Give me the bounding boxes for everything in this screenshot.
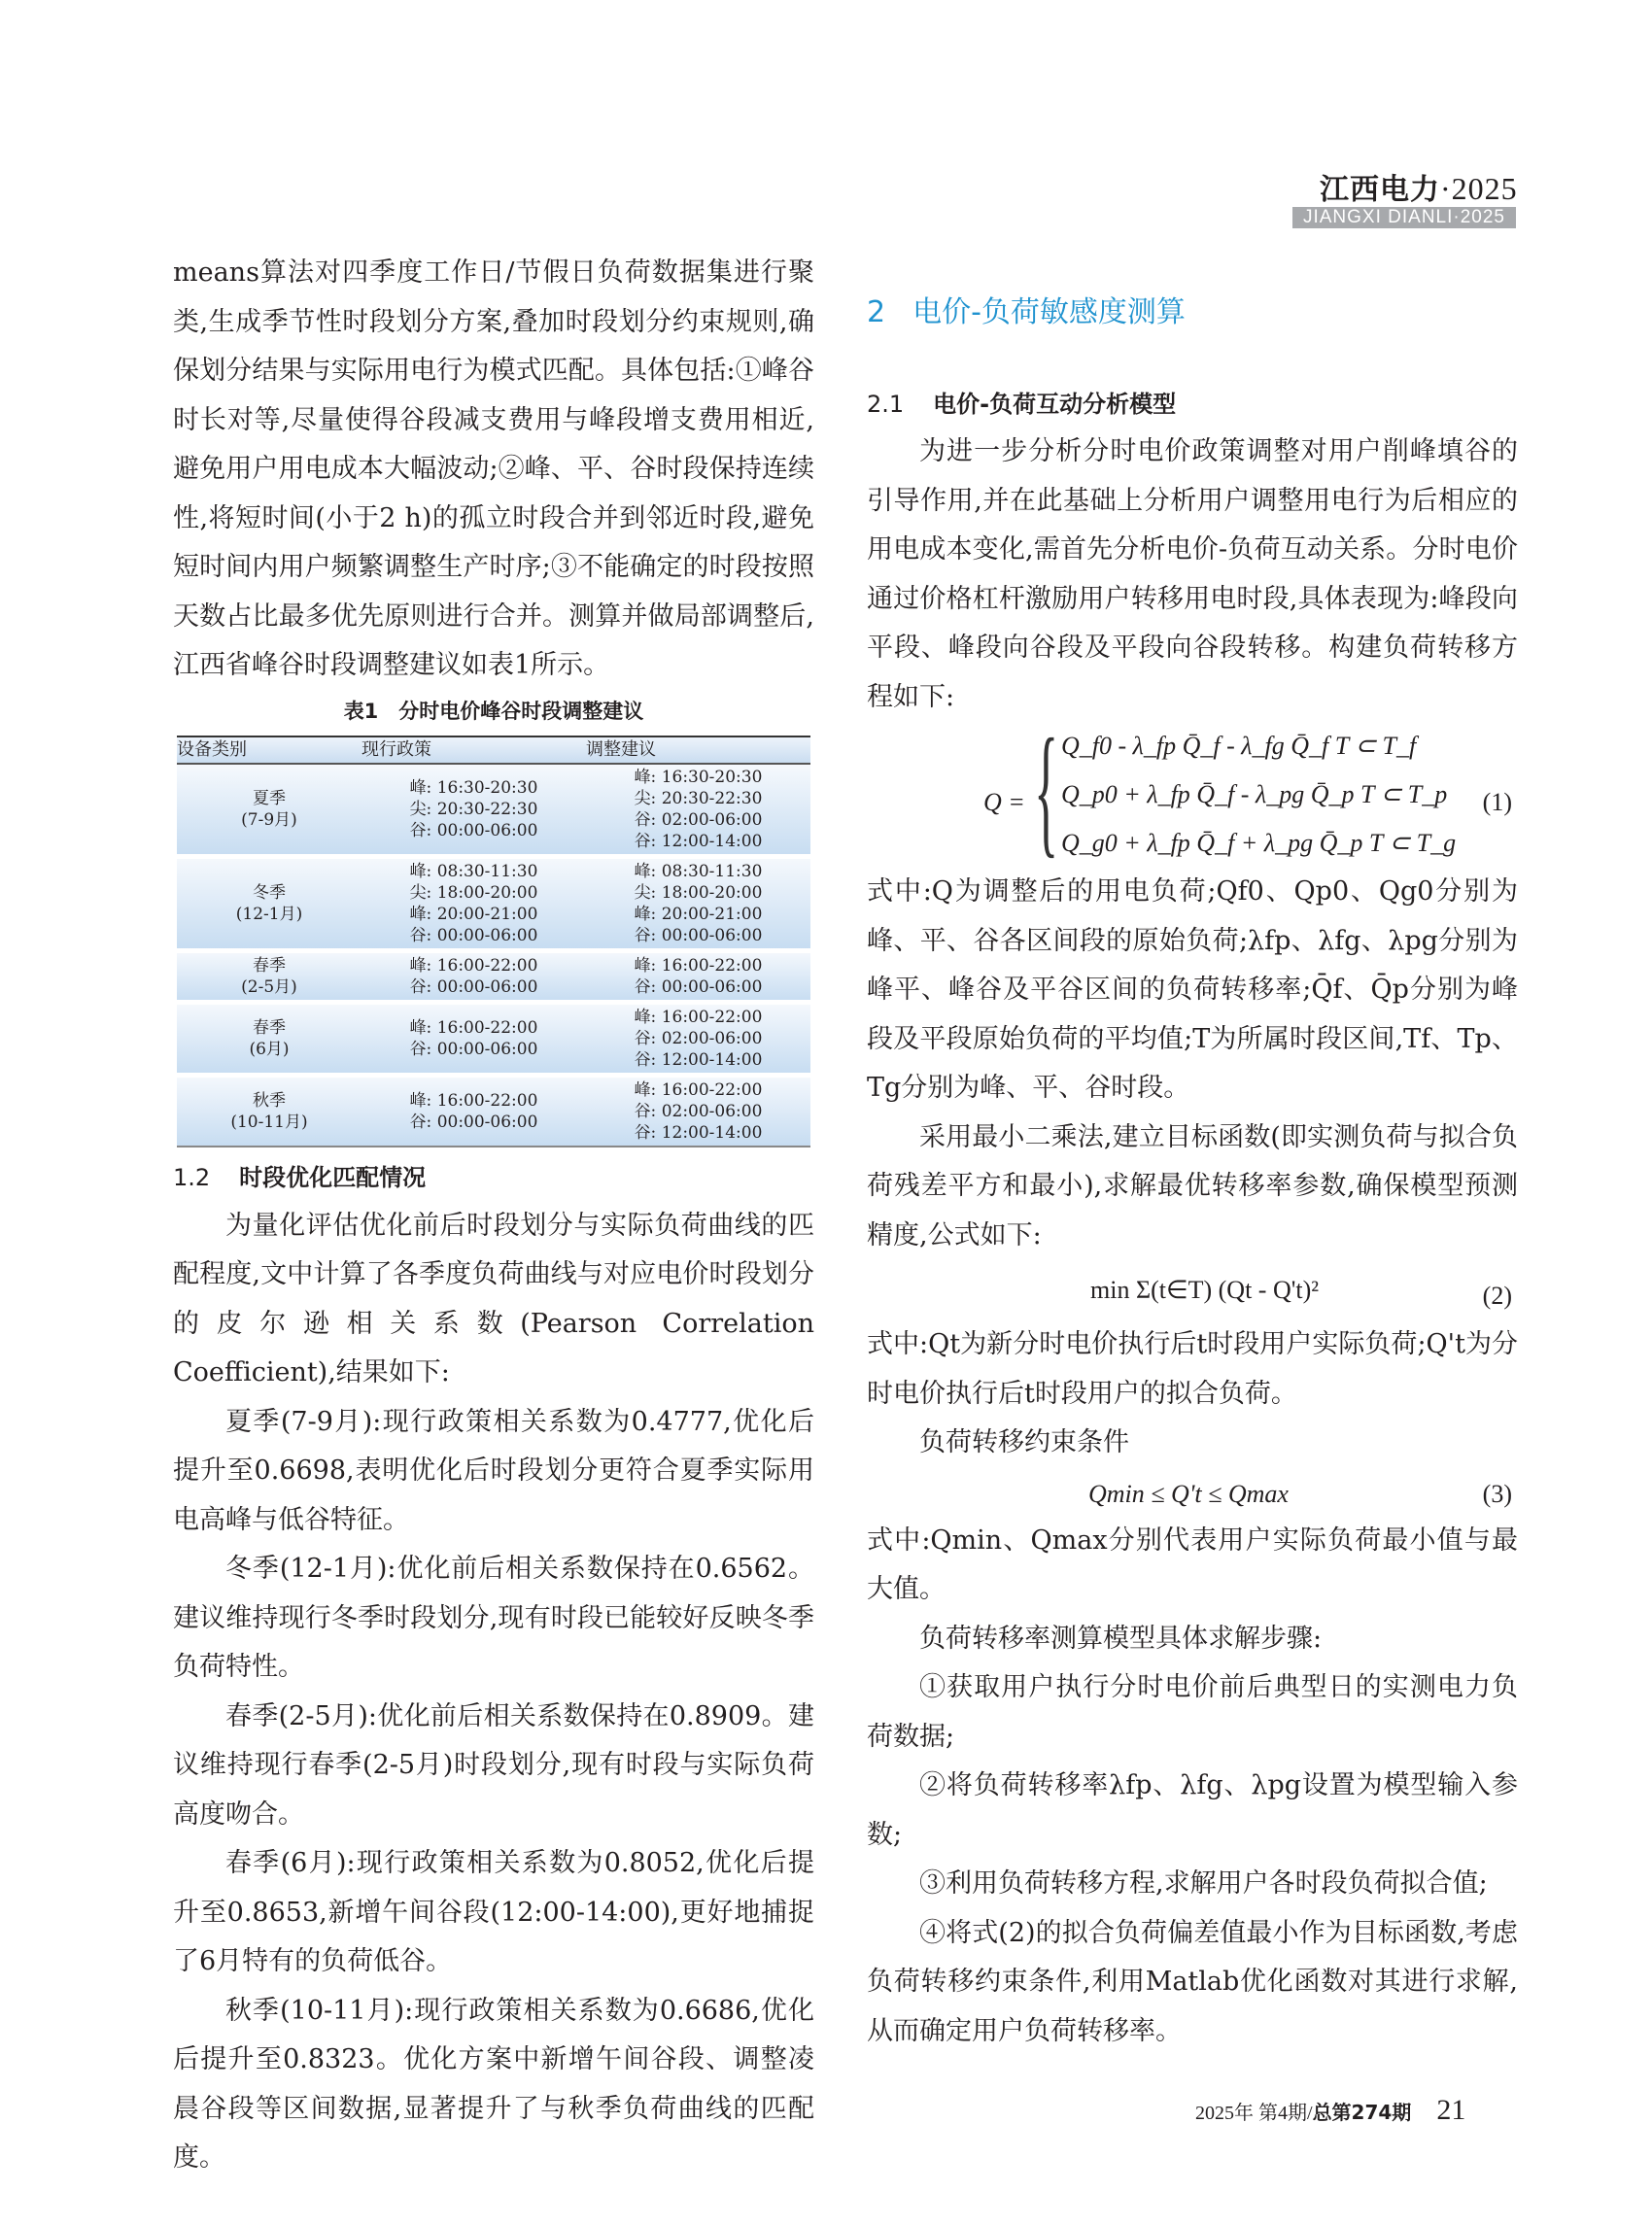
cell-line: 峰: 16:00-22:00	[634, 955, 763, 976]
equation-row: Q_f0 - λ_fp Q̄_f - λ_fg Q̄_f T ⊂ T_f	[1061, 732, 1417, 760]
cell-line: 谷: 00:00-06:00	[409, 976, 538, 997]
current-policy-cell	[361, 856, 586, 950]
equation-number: (2)	[1482, 1282, 1512, 1310]
cell-line: 峰: 16:30-20:30	[634, 767, 763, 787]
paragraph-winter: 冬季(12-1月):优化前后相关系数保持在0.6562。建议维持现行冬季时段划分,现有时段已能较好反映冬季负荷特性。	[173, 1554, 814, 1682]
paragraph-summer: 夏季(7-9月):现行政策相关系数为0.4777,优化后提升至0.6698,表明优化后时段划分更符合夏季实际用电高峰与低谷特征。	[173, 1406, 814, 1535]
step-item: ②将负荷转移率λfp、λfg、λpg设置为模型输入参数;	[867, 1770, 1518, 1850]
section-2-heading	[867, 291, 1518, 334]
cell-line: 峰: 16:00-22:00	[409, 1090, 538, 1111]
paragraph: 为量化评估优化前后时段划分与实际负荷曲线的匹配程度,文中计算了各季度负荷曲线与对应电价时段划分的皮尔逊相关系数(Pearson Correlation Coefficient),结果如下:	[173, 1210, 814, 1387]
section-number: 2	[867, 295, 886, 329]
step-item: ④将式(2)的拟合负荷偏差值最小作为目标函数,考虑负荷转移约束条件,利用Matlab优化函数对其进行求解,从而确定用户负荷转移率。	[867, 1917, 1518, 2046]
equation-number: (1)	[1482, 788, 1512, 816]
cell-line: 谷: 00:00-06:00	[409, 820, 538, 840]
paragraph: 采用最小二乘法,建立目标函数(即实测负荷与拟合负荷残差平方和最小),求解最优转移率参数,确保模型预测精度,公式如下:	[867, 1121, 1518, 1250]
section-title: 电价-负荷互动分析模型	[933, 391, 1177, 418]
paragraph: 式中:Q为调整后的用电负荷;Qf0、Qp0、Qg0分别为峰、平、谷各区间段的原始负荷;λfp、λfg、λpg分别为峰平、峰谷及平谷区间的负荷转移率;Q̄f、Q̄p分别为峰段及平段原始负荷的平均值;T为所属时段区间,Tf、Tp、Tg分别为峰、平、谷时段。	[867, 876, 1518, 1103]
current-policy-cell	[361, 1075, 586, 1147]
category-cell	[177, 950, 361, 1002]
cell-line: 尖: 18:00-20:00	[634, 882, 763, 903]
proposed-cell	[586, 950, 810, 1002]
current-policy-cell	[361, 764, 586, 857]
col-header-category: 设备类别	[177, 736, 361, 764]
cell-line: 峰: 16:00-22:00	[409, 1017, 538, 1038]
table-row	[177, 950, 810, 1002]
intro-paragraph: means算法对四季度工作日/节假日负荷数据集进行聚类,生成季节性时段划分方案,叠加时段划分约束规则,确保划分结果与实际用电行为模式匹配。具体包括:①峰谷时长对等,尽量使得谷段减支费用与峰段增支费用相近,避免用户用电成本大幅波动;②峰、平、谷时段保持连续性,将短时间(小于2 h)的孤立时段合并到邻近时段,避免短时间内用户频繁调整生产时序;③不能确定的时段按照天数占比最多优先原则进行合并。测算并做局部调整后,江西省峰谷时段调整建议如表1所示。	[173, 257, 814, 680]
table-row	[177, 856, 810, 950]
step-item: ③利用负荷转移方程,求解用户各时段负荷拟合值;	[919, 1868, 1488, 1899]
proposed-cell	[586, 856, 810, 950]
col-header-current: 现行政策	[361, 736, 586, 764]
cell-line: 尖: 18:00-20:00	[409, 882, 538, 903]
paragraph-spring: 春季(2-5月):优化前后相关系数保持在0.8909。建议维持现行春季(2-5月)时段划分,现有时段与实际负荷高度吻合。	[173, 1700, 814, 1830]
cell-line: 峰: 16:00-22:00	[409, 955, 538, 976]
table-header-row	[177, 736, 810, 764]
proposed-cell	[586, 1002, 810, 1075]
cell-line: 谷: 00:00-06:00	[409, 925, 538, 945]
total-issue: 总第274期	[1312, 2101, 1412, 2124]
journal-subtitle: JIANGXI DIANLI·2025	[1292, 207, 1516, 228]
category-cell	[177, 1002, 361, 1075]
cell-line: 峰: 20:00-21:00	[409, 904, 538, 924]
table-row	[177, 764, 810, 857]
paragraph-june: 春季(6月):现行政策相关系数为0.8052,优化后提升至0.8653,新增午间谷段(12:00-14:00),更好地捕捉了6月特有的负荷低谷。	[173, 1848, 814, 1976]
paragraph: 负荷转移约束条件	[919, 1427, 1129, 1457]
equation-2	[867, 1260, 1518, 1320]
cell-line: 峰: 08:30-11:30	[634, 861, 763, 881]
paragraph: 为进一步分析分时电价政策调整对用户削峰填谷的引导作用,并在此基础上分析用户调整用电行为后相应的用电成本变化,需首先分析电价-负荷互动关系。分时电价通过价格杠杆激励用户转移用电时段,具体表现为:峰段向平段、峰段向谷段及平段向谷段转移。构建负荷转移方程如下:	[867, 436, 1518, 712]
journal-title	[1320, 165, 1518, 208]
equation-number: (3)	[1482, 1479, 1512, 1508]
cell-line: 谷: 00:00-06:00	[634, 925, 763, 945]
table-row	[177, 1075, 810, 1147]
equation-1	[867, 709, 1518, 871]
col-header-proposed: 调整建议	[586, 736, 810, 764]
equation-3	[867, 1468, 1518, 1517]
cell-line: 谷: 12:00-14:00	[634, 831, 763, 851]
section-title: 时段优化匹配情况	[239, 1163, 427, 1191]
current-policy-cell	[361, 1002, 586, 1075]
equation-row: Q_g0 + λ_fp Q̄_f + λ_pg Q̄_p T ⊂ T_g	[1061, 829, 1457, 857]
cell-line: 谷: 00:00-06:00	[409, 1039, 538, 1059]
right-column	[867, 291, 1518, 2056]
cell-line: (12-1月)	[235, 904, 303, 924]
paragraph-autumn: 秋季(10-11月):现行政策相关系数为0.6686,优化后提升至0.8323。优化方案中新增午间谷段、调整凌晨谷段等区间数据,显著提升了与秋季负荷曲线的匹配度。	[173, 1995, 814, 2173]
section-title: 电价-负荷敏感度测算	[912, 295, 1186, 329]
category-cell	[177, 1075, 361, 1147]
paragraph: 式中:Qmin、Qmax分别代表用户实际负荷最小值与最大值。	[867, 1524, 1518, 1604]
section-1-2-heading	[173, 1153, 814, 1202]
cell-line: (6月)	[249, 1039, 290, 1059]
table-caption: 表1 分时电价峰谷时段调整建议	[343, 699, 644, 723]
peak-valley-table	[177, 736, 810, 1147]
journal-name: 江西电力	[1320, 173, 1440, 207]
table-row	[177, 1002, 810, 1075]
category-cell	[177, 856, 361, 950]
cell-line: 峰: 08:30-11:30	[409, 861, 538, 881]
cell-line: 峰: 16:30-20:30	[409, 777, 538, 798]
step-item: ①获取用户执行分时电价前后典型日的实测电力负荷数据;	[867, 1672, 1518, 1752]
page-footer	[1195, 2094, 1465, 2127]
cell-line: 峰: 16:00-22:00	[634, 1079, 763, 1100]
section-number: 1.2	[173, 1163, 211, 1191]
cell-line: 谷: 00:00-06:00	[409, 1112, 538, 1132]
paragraph: 式中:Qt为新分时电价执行后t时段用户实际负荷;Q't为分时电价执行后t时段用户的拟合负荷。	[867, 1329, 1518, 1409]
cell-line: 尖: 20:30-22:30	[409, 799, 538, 819]
cell-line: 谷: 02:00-06:00	[634, 809, 763, 830]
cell-line: 冬季	[253, 882, 286, 903]
cell-line: (2-5月)	[241, 976, 297, 997]
page-number: 21	[1436, 2094, 1466, 2126]
equation-lhs: Q =	[983, 788, 1025, 816]
equation-body: min Σ(t∈T) (Qt - Q't)²	[1090, 1276, 1320, 1304]
cell-line: 谷: 12:00-14:00	[634, 1049, 763, 1070]
current-policy-cell	[361, 950, 586, 1002]
section-number: 2.1	[867, 391, 905, 418]
cell-line: 尖: 20:30-22:30	[634, 788, 763, 808]
cell-line: 谷: 02:00-06:00	[634, 1028, 763, 1048]
section-2-1-heading	[867, 381, 1518, 428]
cell-line: 谷: 00:00-06:00	[634, 976, 763, 997]
cell-line: 秋季	[253, 1090, 286, 1111]
cell-line: (10-11月)	[230, 1112, 308, 1132]
proposed-cell	[586, 1075, 810, 1147]
paragraph: 负荷转移率测算模型具体求解步骤:	[919, 1623, 1323, 1654]
left-column	[173, 249, 814, 2183]
cell-line: 春季	[253, 955, 286, 976]
equation-body: Qmin ≤ Q't ≤ Qmax	[1088, 1479, 1289, 1508]
cell-line: 春季	[253, 1017, 286, 1038]
cell-line: 谷: 02:00-06:00	[634, 1101, 763, 1121]
proposed-cell	[586, 764, 810, 857]
cell-line: 峰: 20:00-21:00	[634, 904, 763, 924]
cell-line: (7-9月)	[241, 809, 297, 830]
brace-symbol: {	[1034, 709, 1059, 871]
cell-line: 谷: 12:00-14:00	[634, 1122, 763, 1143]
cell-line: 峰: 16:00-22:00	[634, 1007, 763, 1027]
cell-line: 夏季	[253, 788, 286, 808]
journal-year: ·2025	[1440, 171, 1518, 206]
equation-row: Q_p0 + λ_fp Q̄_f - λ_pg Q̄_p T ⊂ T_p	[1061, 780, 1448, 808]
category-cell	[177, 764, 361, 857]
issue-info: 2025年 第4期/	[1195, 2103, 1313, 2124]
